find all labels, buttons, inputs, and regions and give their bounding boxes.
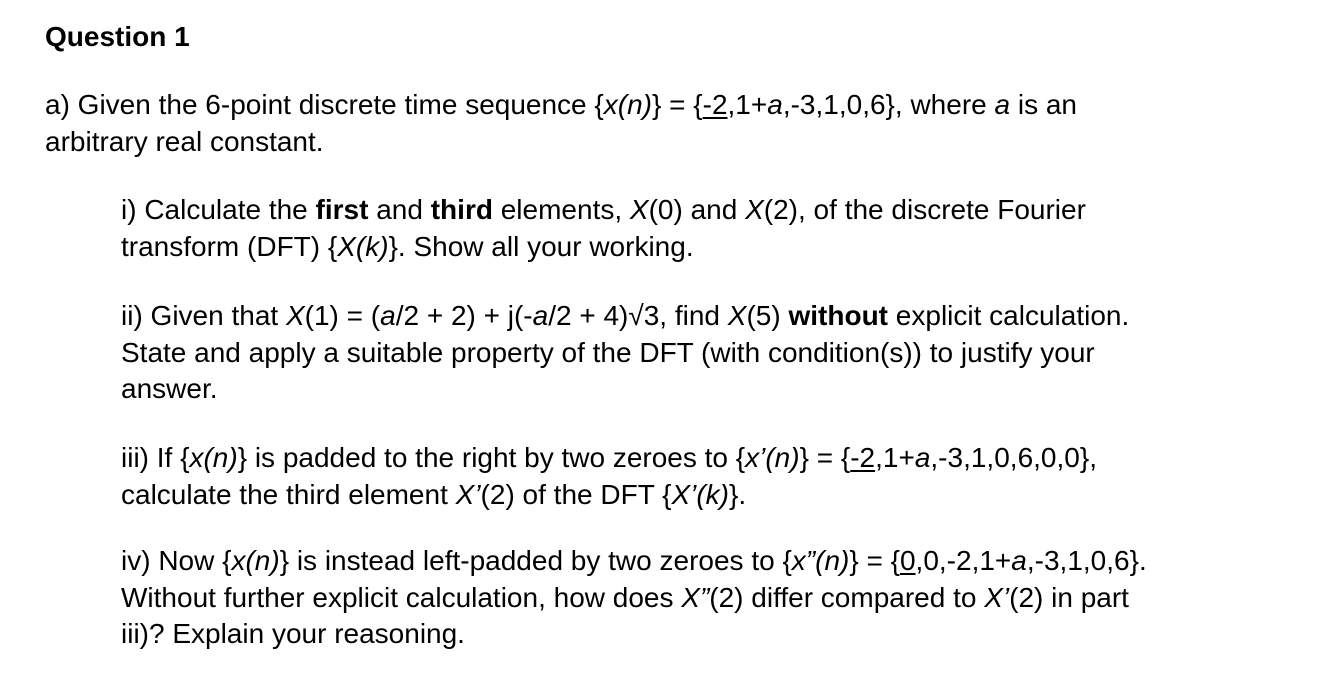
text-run: ,-3,1,0,6,0,0},	[930, 442, 1097, 473]
part-ii-line-2: State and apply a suitable property of the DFT (with condition(s)) to justify your	[121, 336, 1095, 368]
text-run: ,1+	[727, 89, 768, 120]
dft-symbol: X(k)	[337, 230, 389, 262]
text-run: (1) = (	[304, 300, 381, 331]
symbol-X-prime: X’	[455, 478, 481, 510]
text-run: a) Given the 6-point discrete time sequence {	[45, 89, 604, 120]
origin-marked-value: -2	[850, 442, 876, 473]
emphasis-third: third	[430, 194, 493, 225]
symbol-X: X	[745, 194, 764, 225]
variable-a: a	[994, 89, 1011, 120]
text-run: ,1+	[875, 442, 915, 473]
part-ii-line-3: answer.	[121, 373, 218, 404]
text-run: ii) Given that	[121, 300, 286, 331]
text-run: calculate the third element	[121, 478, 456, 510]
text-run: } is padded to the right by two zeroes to {	[237, 442, 746, 473]
emphasis-first: first	[315, 194, 369, 225]
text-run: /2 + 4)√3, find	[548, 300, 728, 331]
variable-a: a	[532, 300, 549, 331]
text-run: }. Show all your working.	[388, 230, 694, 262]
part-iv-line-3: iii)? Explain your reasoning.	[121, 618, 465, 649]
symbol-X: X	[629, 194, 649, 225]
text-run: iv) Now {	[121, 545, 232, 576]
question-title: Question 1	[45, 21, 190, 52]
text-run: } = {	[849, 545, 900, 576]
origin-marked-value: 0	[899, 545, 916, 576]
text-run: }.	[728, 478, 747, 510]
symbol-X-double-prime: X”	[681, 581, 710, 613]
variable-a: a	[914, 442, 931, 473]
text-run: } = {	[652, 89, 703, 120]
text-run: } = {	[799, 442, 851, 473]
part-a-paragraph	[45, 87, 1077, 160]
variable-a: a	[1011, 545, 1027, 576]
text-run: explicit calculation.	[888, 300, 1130, 331]
text-run: and	[368, 194, 431, 225]
part-a-line-1	[45, 87, 1077, 124]
sequence-symbol-prime: x’(n)	[745, 442, 800, 473]
sequence-symbol-double-prime: x”(n)	[791, 545, 850, 576]
emphasis-without: without	[788, 300, 889, 331]
text-run: (2) in part	[1009, 581, 1129, 613]
part-a-line-2: arbitrary real constant.	[45, 125, 324, 157]
text-run: Without further explicit calculation, how does	[121, 581, 682, 613]
origin-marked-value: -2	[702, 89, 728, 120]
text-run: (2) of the DFT {	[480, 478, 672, 510]
text-run: ,-3,1,0,6}.	[1026, 545, 1147, 576]
part-i-paragraph	[121, 192, 1086, 265]
text-run: (2), of the discrete Fourier	[763, 194, 1086, 225]
text-run: ,0,-2,1+	[915, 545, 1012, 576]
part-iii-paragraph	[121, 440, 1097, 513]
text-run: elements,	[492, 194, 630, 225]
symbol-X-prime: X’	[984, 581, 1010, 613]
variable-a: a	[767, 89, 783, 120]
text-run: (0) and	[648, 194, 746, 225]
text-run: iii) If {	[121, 442, 190, 473]
symbol-X: X	[727, 300, 747, 331]
part-i-line-2	[121, 229, 1086, 266]
sequence-symbol: x(n)	[603, 89, 652, 120]
text-run: (2) differ compared to	[709, 581, 985, 613]
text-run: i) Calculate the	[121, 194, 316, 225]
text-run: /2 + 2) + j(-	[395, 300, 533, 331]
text-run: } is instead left-padded by two zeroes to {	[279, 545, 792, 576]
part-iv-paragraph	[121, 543, 1147, 653]
part-ii-paragraph	[121, 298, 1129, 408]
sequence-symbol: x(n)	[231, 545, 280, 576]
text-run: (5)	[746, 300, 789, 331]
part-i-line-1	[121, 192, 1086, 229]
part-iv-line-2	[121, 580, 1147, 617]
variable-a: a	[380, 300, 396, 331]
part-iii-line-2	[121, 477, 1097, 514]
part-iii-line-1	[121, 440, 1097, 477]
dft-symbol-prime: X’(k)	[671, 478, 729, 510]
part-ii-line-1	[121, 298, 1129, 335]
sequence-symbol: x(n)	[189, 442, 238, 473]
text-run: is an	[1010, 89, 1078, 120]
text-run: transform (DFT) {	[121, 230, 338, 262]
symbol-X: X	[285, 300, 305, 331]
part-iv-line-1	[121, 543, 1147, 580]
text-run: ,-3,1,0,6}, where	[782, 89, 995, 120]
